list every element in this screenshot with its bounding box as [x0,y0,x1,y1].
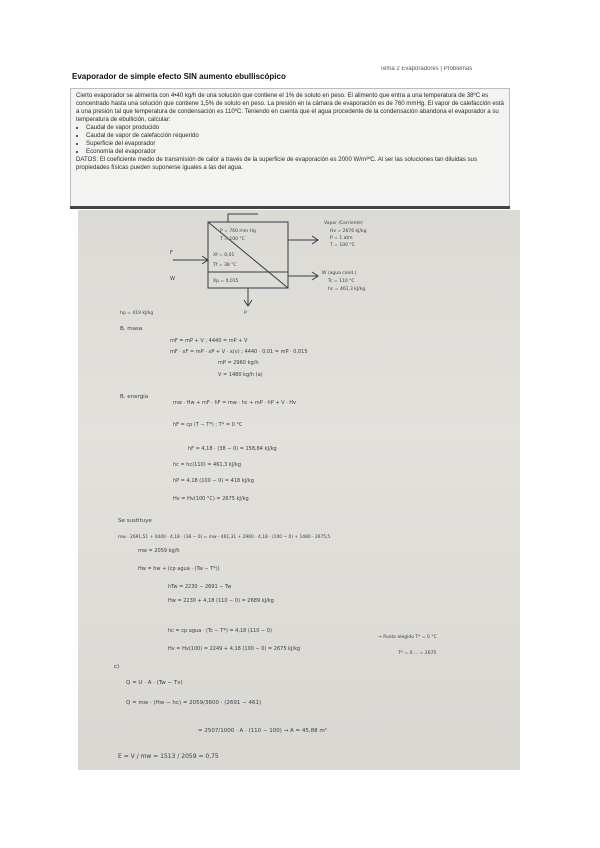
substitute-line: mw · 2691,51 + 4440 · 4,18 · (38 − 0) = mw · 461,31 + 2960 · 4,18 · (100 − 0) + 1480 · 2675,5 [118,535,331,540]
energy-balance-line: Hv = Hv(100 °C) = 2675 kJ/kg [173,496,249,502]
substitute-line: hTw = 2230 − 2691 − Tw [168,584,232,590]
handwritten-notes-photo [78,210,520,770]
reference-note: → Punto elegido T* = 0 °C [378,635,437,640]
diagram-top-label: P = 760 mm Hg [220,229,256,234]
energy-balance-line: hF = cp (T − T*) ; T* = 0 °C [173,422,243,428]
economy-line: E = V / mw = 1513 / 2059 = 0,75 [118,753,219,760]
mass-balance-line: mF · xF = mP · xP + V · x(v) ; 4440 · 0,01 = mP · 0,015 [170,349,308,355]
diagram-vapor-label: P = 1 atm [330,236,353,241]
area-line: = 2507/1000 · A · (110 − 100) → A = 45,88 m² [198,728,327,734]
problem-data: DATOS: El coeficiente medio de transmisión de calor a través de la superficie de evaporación es 2000 W/m²ºC. Al ser las soluciones tan diluidas sus propiedades físicas pueden suponerse iguales a las del agua. [76,156,477,171]
document-title: Evaporador de simple efecto SIN aumento ebulliscópico [72,72,286,81]
box-bottom-bar [70,206,510,209]
handwritten-notes-drawing [78,210,520,770]
problem-item: • Caudal de vapor producido [86,124,504,132]
area-line: Q = U · A · (Tw − Tv) [126,680,183,686]
energy-balance-line: hc = hc(110) = 461,3 kJ/kg [173,462,242,468]
energy-balance-line: hP = 4,18 (100 − 0) = 418 kJ/kg [173,478,254,484]
section-heading-area: c) [114,664,120,670]
mass-balance-line: mP = 2960 kg/h [218,360,259,366]
diagram-bottom-label: hp = 419 kJ/kg [120,311,154,316]
energy-balance-line: mw · Hw + mF · hF = mw · hc + mP · hP + V · Hv [173,400,297,406]
diagram-left-label: F [170,250,173,256]
diagram-right-label: W (agua cond.) [322,271,357,276]
diagram-right-label: hc = 461,3 kJ/kg [328,287,366,292]
diagram-mid-label: Tf = 38 °C [213,263,237,268]
substitute-line: mw = 2059 kg/h [138,548,180,554]
problem-intro: Cierto evaporador se alimenta con 4•40 kg/h de una solución que contiene el 1% de soluto en peso. El alimento que entra a una temperatura de 38ºC es concentrado hasta una solución que contiene 1,5% de soluto en peso. La presión en la cámara de evaporación es de 760 mmHg. El vapor de calefacción está a una presión tal que temperatura de condensación es 110ºC. Teniendo en cuenta que el agua procedente de la condensación abandona el evaporador a su temperatura de ebullición, calcular: [76,92,504,123]
problem-item: • Caudal de vapor de calefacción requerido [86,132,504,140]
section-heading-substitute: Se sustituye [118,518,152,524]
section-heading-mass: B. masa [120,326,143,332]
diagram-mid-label: Xp = 0,015 [213,279,239,284]
diagram-vapor-label: Hv = 2676 kJ/kg [330,229,367,234]
diagram-vapor-label: T = 100 °C [330,243,355,248]
substitute-line: Hw = 2230 + 4,18 (110 − 0) = 2689 kJ/kg [168,598,274,604]
diagram-left-label: W [170,276,175,282]
evaporator-diagram [173,214,318,306]
problem-item: • Superficie del evaporador [86,140,504,148]
mass-balance-line: V = 1480 kg/h (a) [218,372,263,378]
section-heading-energy: B. energía [120,394,149,400]
substitute-line: hc = cp agua · (Tc − T*) = 4,18 (110 − 0) [168,628,272,634]
diagram-top-label: T = 100 °C [220,237,245,242]
diagram-vapor-label: Vapor (Corriente) [324,221,363,226]
problem-items-list [76,124,504,156]
area-line: Q = mw · (Hw − hc) = 2059/3600 · (2691 − 461) [126,700,262,706]
problem-statement-box [70,88,510,208]
mass-balance-line: mF = mP + V ; 4440 = mP + V [170,338,248,344]
steam-line [228,214,258,222]
problem-item: • Economía del evaporador [86,148,504,156]
reference-note: T* = 0 ... = 2675 [398,651,437,656]
cropped-header-text: Tema 2 Evaporadores | Problemas [380,66,473,72]
diagram-mid-label: Xf = 0,01 [213,253,235,258]
diagram-bottom-label: P [244,311,247,316]
substitute-line: Hv = Hv(100) = 2249 + 4,18 (100 − 0) = 2675 kJ/kg [168,646,301,652]
energy-balance-line: hF = 4,18 · (38 − 0) = 158,84 kJ/kg [188,446,277,452]
substitute-line: Hw = hw + (cp agua · (Tw − T*)) [138,566,220,572]
diagram-right-label: Tc = 110 °C [328,279,355,284]
